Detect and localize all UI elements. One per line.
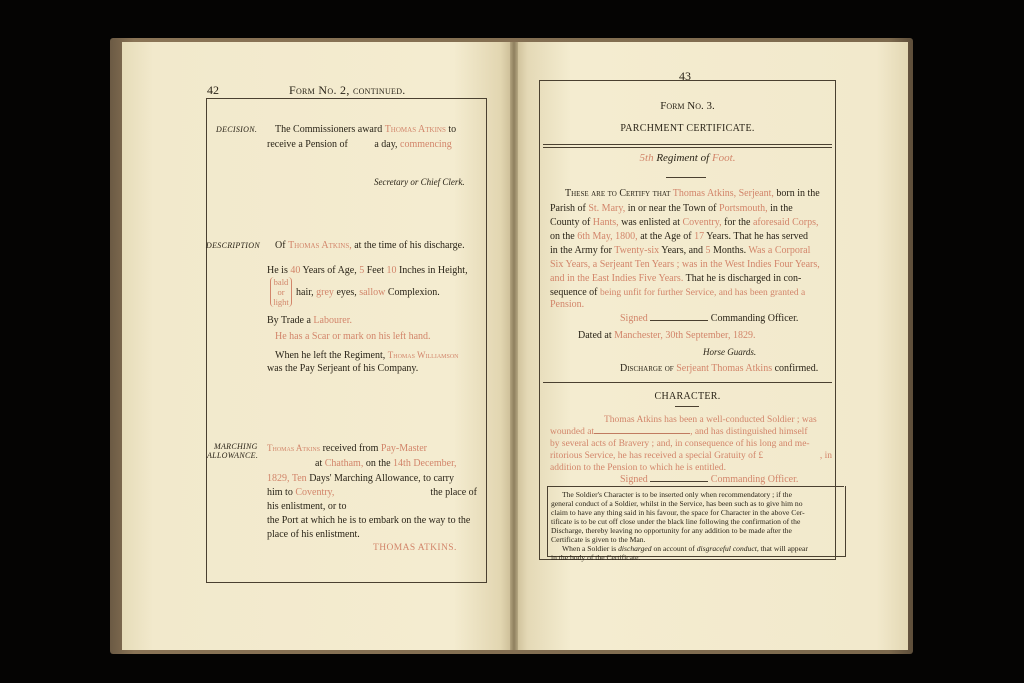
cert-line-1: These are to Certify that Thomas Atkins, Serjeant, born in the	[565, 188, 820, 199]
decision-label: DECISION.	[216, 125, 258, 134]
trade-line: By Trade a Labourer.	[267, 315, 352, 326]
marching-line-6: the Port at which he is to embark on the way to the	[267, 515, 471, 526]
footnote-line-4: tificate is to be cut off close under the black line following the confirmation of the	[551, 517, 801, 526]
cert-line-5: in the Army for Twenty-six Years, and 5 Months. Was a Corporal	[550, 245, 811, 256]
cert-line-8: sequence of being unfit for further Service, and has been granted a	[550, 287, 806, 298]
running-head: Form No. 2, continued.	[289, 83, 406, 97]
pay-serjeant-line: was the Pay Serjeant of his Company.	[267, 363, 419, 374]
description-line-1: Of Thomas Atkins, at the time of his discharge.	[275, 240, 465, 251]
hair-options: bald or light	[270, 277, 292, 307]
footnote-line-7: When a Soldier is discharged on account of disgraceful conduct, that will appear	[562, 544, 808, 553]
left-regiment-line: When he left the Regiment, Thomas Williamson	[275, 350, 459, 361]
character-line-3: by several acts of Bravery ; and, in consequence of his long and me-	[550, 439, 810, 449]
soldier-signature: THOMAS ATKINS.	[373, 543, 457, 553]
marching-line-3: 1829, Ten Days' Marching Allowance, to carry	[267, 473, 454, 484]
character-heading: CHARACTER.	[654, 391, 721, 402]
cert-signed: Signed Commanding Officer.	[620, 313, 799, 324]
discharge-confirmed: Discharge of Serjeant Thomas Atkins confirmed.	[620, 363, 819, 374]
form-title: Form No. 3.	[660, 100, 715, 112]
cert-line-6: Six Years, a Serjeant Ten Years ; was in the West Indies Four Years,	[550, 259, 820, 270]
rule-1b	[543, 147, 832, 148]
footnote-line-2: general conduct of a Soldier, whilst in the Service, has been such as to give him no	[551, 499, 803, 508]
book-gutter	[510, 42, 518, 650]
character-line-5: addition to the Pension to which he is entitled.	[550, 463, 726, 473]
character-line-2: wounded at , and has distinguished himself	[550, 427, 808, 437]
allowance-label: ALLOWANCE.	[207, 451, 259, 460]
page-number-left: 42	[207, 83, 219, 97]
character-line-4: ritorious Service, he has received a special Gratuity of £ , in	[550, 451, 832, 461]
description-label: DESCRIPTION	[206, 241, 260, 250]
cert-line-2: Parish of St. Mary, in or near the Town of Portsmouth, in the	[550, 203, 793, 214]
decision-line-2: receive a Pension of a day, commencing	[267, 139, 452, 150]
rule-2	[543, 382, 832, 383]
certificate-subtitle: PARCHMENT CERTIFICATE.	[620, 123, 755, 134]
footnote-line-8: in the body of the Certificate.	[551, 553, 641, 562]
age-height-line: He is 40 Years of Age, 5 Feet 10 Inches in Height,	[267, 265, 468, 276]
page-number-right: 43	[679, 69, 691, 83]
marching-line-1: Thomas Atkins received from Pay-Master	[267, 443, 428, 454]
horse-guards: Horse Guards.	[703, 347, 757, 357]
marching-line-5: his enlistment, or to	[267, 501, 347, 512]
complexion-line: hair, grey eyes, sallow Complexion.	[296, 287, 440, 298]
decision-line-1: The Commissioners award Thomas Atkins to	[275, 124, 457, 135]
short-rule	[666, 177, 706, 178]
marching-label: MARCHING	[214, 442, 258, 451]
character-signed: Signed Commanding Officer.	[620, 474, 799, 485]
footnote-line-6: Certificate is given to the Man.	[551, 535, 646, 544]
short-rule-2	[675, 406, 699, 407]
footnote-line-1: The Soldier's Character is to be inserted only when recommendatory ; if the	[562, 490, 792, 499]
cert-line-3: County of Hants, was enlisted at Coventry, for the aforesaid Corps,	[550, 217, 819, 228]
character-line-1: Thomas Atkins has been a well-conducted Soldier ; was	[604, 415, 817, 425]
cert-line-4: on the 6th May, 1800, at the Age of 17 Years. That he has served	[550, 231, 809, 242]
cert-dated: Dated at Manchester, 30th September, 1829.	[578, 330, 756, 341]
regiment-line: 5th Regiment of Foot.	[639, 152, 736, 164]
distinguishing-mark: He has a Scar or mark on his left hand.	[275, 331, 431, 342]
rule-1	[543, 144, 832, 145]
secretary-signature: Secretary or Chief Clerk.	[374, 177, 465, 187]
marching-line-7: place of his enlistment.	[267, 529, 360, 540]
cert-line-9: Pension.	[550, 299, 585, 310]
cert-line-7: and in the East Indies Five Years. That he is discharged in con-	[550, 273, 802, 284]
marching-line-2: at Chatham, on the 14th December,	[315, 458, 457, 469]
footnote-line-5: Discharge, thereby leaving no opportunity for any addition to be made after the	[551, 526, 792, 535]
marching-line-4: him to Coventry, the place of	[267, 487, 477, 498]
footnote-line-3: claim to have any thing said in his favour, the space for Character in the above Cer-	[551, 508, 805, 517]
